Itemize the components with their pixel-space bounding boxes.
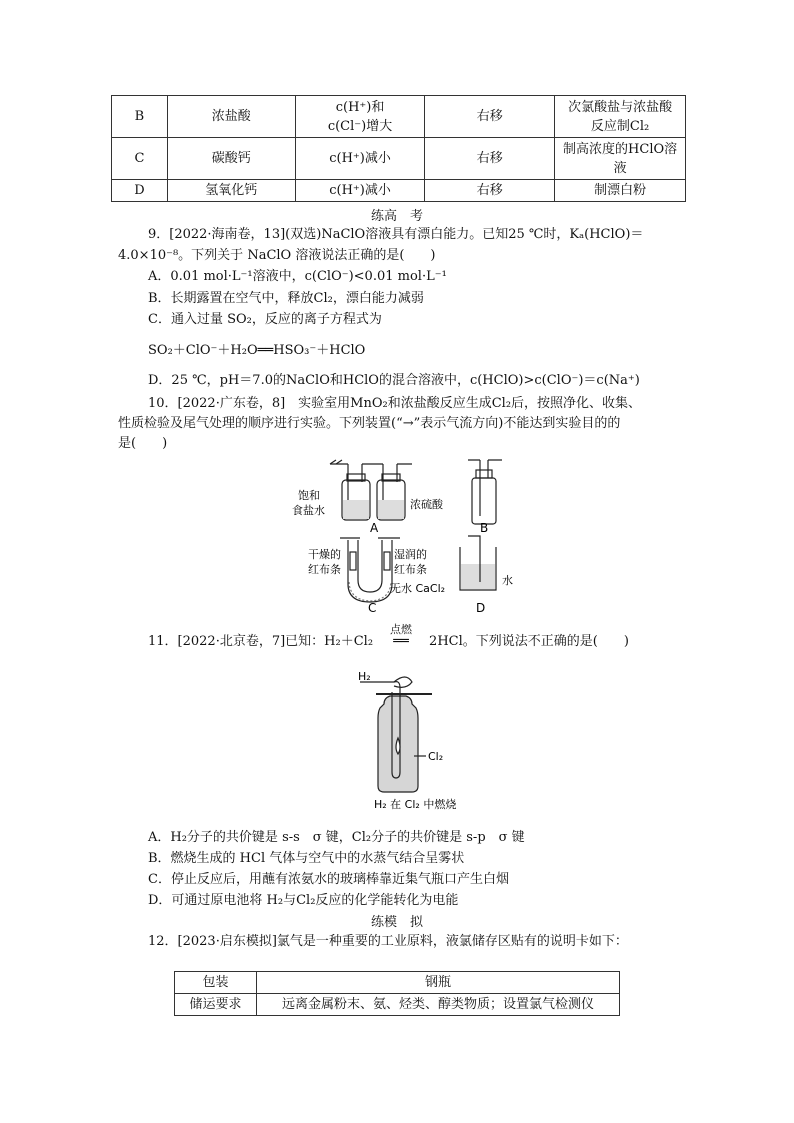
q9-option-d: D．25 ℃，pH＝7.0的NaClO和HClO的混合溶液中，c(HClO)>c(ClO⁻)＝c(Na⁺) bbox=[148, 373, 640, 388]
table-cell: 碳酸钙 bbox=[167, 138, 295, 180]
cell-line: 反应制Cl₂ bbox=[590, 118, 650, 134]
q11-option-d: D．可通过原电池将 H₂与Cl₂反应的化学能转化为电能 bbox=[148, 893, 459, 908]
section-heading: 练高 考 bbox=[370, 209, 423, 224]
table-cell: B bbox=[112, 96, 168, 138]
cell-line: c(Cl⁻)增大 bbox=[327, 118, 393, 134]
table-cell: c(H⁺)减小 bbox=[295, 138, 425, 180]
figure-caption: H₂ 在 Cl₂ 中燃烧 bbox=[374, 798, 457, 811]
label-A: A bbox=[370, 521, 379, 535]
table-cell: c(H⁺)减小 bbox=[295, 180, 425, 202]
table-cell: 储运要求 bbox=[175, 994, 257, 1016]
q10-stem: 10．[2022·广东卷，8] 实验室用MnO₂和浓盐酸反应生成Cl₂后，按照净化、收集、 bbox=[148, 396, 642, 411]
q11-apparatus-figure bbox=[354, 668, 474, 813]
label-card-table bbox=[174, 971, 620, 1016]
label-h2: H₂ bbox=[358, 670, 371, 683]
table-cell: 钢瓶 bbox=[257, 972, 620, 994]
q11-option-b: B．燃烧生成的 HCl 气体与空气中的水蒸气结合呈雾状 bbox=[148, 851, 465, 866]
q11-stem-post: 2HCl。下列说法不正确的是( ) bbox=[429, 634, 629, 649]
cell-line: c(H⁺)和 bbox=[335, 99, 385, 115]
table-cell: 右移 bbox=[425, 180, 555, 202]
reaction-arrow: 点燃 ══ bbox=[373, 633, 429, 651]
q9-stem: 9．[2022·海南卷，13](双选)NaClO溶液具有漂白能力。已知25 ℃时，Kₐ(HClO)＝ bbox=[148, 227, 644, 242]
q10-apparatus-figure bbox=[290, 452, 530, 614]
q9-option-a: A．0.01 mol·L⁻¹溶液中，c(ClO⁻)<0.01 mol·L⁻¹ bbox=[148, 269, 447, 284]
label-cl2: Cl₂ bbox=[428, 750, 444, 763]
reaction-condition: 点燃 bbox=[390, 623, 413, 636]
label-C: C bbox=[368, 601, 377, 614]
label-brine: 食盐水 bbox=[292, 504, 325, 517]
label-cacl2: 无水 CaCl₂ bbox=[390, 582, 446, 595]
q9-stem-cont: 4.0×10⁻⁸。下列关于 NaClO 溶液说法正确的是( ) bbox=[118, 248, 436, 263]
table-cell: 浓盐酸 bbox=[167, 96, 295, 138]
options-table bbox=[111, 95, 686, 202]
q11-stem bbox=[148, 623, 629, 651]
cell-line: 液 bbox=[613, 160, 627, 176]
table-cell: 制漂白粉 bbox=[555, 180, 686, 202]
q11-option-c: C．停止反应后，用蘸有浓氨水的玻璃棒靠近集气瓶口产生白烟 bbox=[148, 872, 509, 887]
label-wet: 湿润的 bbox=[394, 548, 427, 561]
label-dry: 干燥的 bbox=[308, 548, 341, 561]
cell-line: 制高浓度的HClO溶 bbox=[563, 141, 678, 157]
q11-option-a: A．H₂分子的共价键是 s-s σ 键，Cl₂分子的共价键是 s-p σ 键 bbox=[148, 830, 525, 845]
q10-stem-cont2: 是( ) bbox=[118, 436, 168, 451]
section-heading: 练模 拟 bbox=[370, 915, 423, 930]
table-cell: 右移 bbox=[425, 96, 555, 138]
table-cell: 远离金属粉末、氨、烃类、醇类物质；设置氯气检测仪 bbox=[257, 994, 620, 1016]
label-conc-acid: 浓硫酸 bbox=[410, 498, 443, 511]
q9-equation: SO₂＋ClO⁻＋H₂O══HSO₃⁻＋HClO bbox=[148, 343, 366, 358]
cell-line: 次氯酸盐与浓盐酸 bbox=[568, 99, 673, 115]
collection-bottle bbox=[472, 478, 496, 524]
label-wet-cloth: 红布条 bbox=[394, 563, 427, 576]
label-B: B bbox=[480, 521, 489, 535]
q10-stem-cont: 性质检验及尾气处理的顺序进行实验。下列装置(“→”表示气流方向)不能达到实验目的的 bbox=[118, 416, 621, 431]
table-row bbox=[175, 994, 620, 1016]
table-cell: C bbox=[112, 138, 168, 180]
table-cell: 包装 bbox=[175, 972, 257, 994]
label-dry-cloth: 红布条 bbox=[308, 563, 341, 576]
table-row bbox=[112, 96, 686, 138]
q11-stem-pre: 11．[2022·北京卷，7]已知：H₂＋Cl₂ bbox=[148, 634, 374, 649]
table-row bbox=[112, 138, 686, 180]
label-water: 水 bbox=[502, 574, 513, 587]
q12-stem: 12．[2023·启东模拟]氯气是一种重要的工业原料，液氯储存区贴有的说明卡如下： bbox=[148, 934, 628, 949]
label-saturated: 饱和 bbox=[298, 489, 320, 502]
q9-option-c: C．通入过量 SO₂，反应的离子方程式为 bbox=[148, 312, 382, 327]
label-D: D bbox=[476, 601, 486, 614]
table-cell bbox=[295, 96, 425, 138]
table-cell: 右移 bbox=[425, 138, 555, 180]
table-row bbox=[112, 180, 686, 202]
table-cell bbox=[555, 138, 686, 180]
q9-option-b: B．长期露置在空气中，释放Cl₂，漂白能力减弱 bbox=[148, 291, 424, 306]
table-cell: D bbox=[112, 180, 168, 202]
table-row bbox=[175, 972, 620, 994]
table-cell: 氢氧化钙 bbox=[167, 180, 295, 202]
table-cell bbox=[555, 96, 686, 138]
